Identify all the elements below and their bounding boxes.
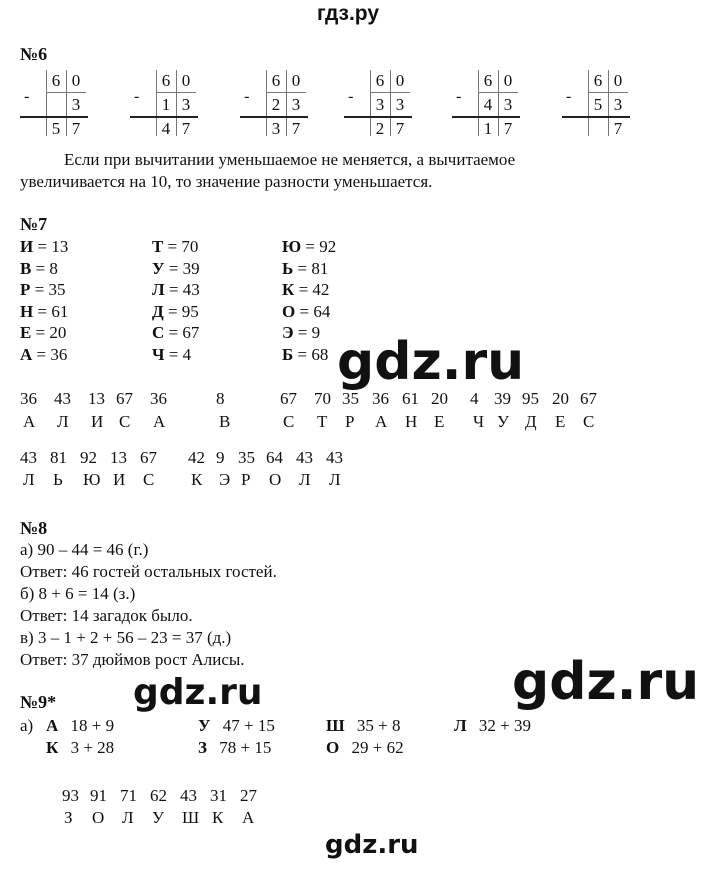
code-entry <box>282 302 330 322</box>
divider <box>588 92 628 93</box>
result-digit <box>588 118 608 140</box>
code-number: 67 <box>280 389 297 408</box>
expression-letter: А <box>46 716 59 735</box>
code-number: 9 <box>216 448 225 467</box>
expression-entry <box>46 716 114 736</box>
answer-letter: А <box>242 808 255 827</box>
code-value: = 4 <box>168 344 192 364</box>
answer-number: 93 <box>62 786 79 805</box>
code-letter: Р <box>20 280 31 299</box>
watermark: gdz.ru <box>325 830 419 860</box>
code-letter: Ь <box>282 258 294 278</box>
code-value: = 9 <box>297 323 321 342</box>
decoded-letter: А <box>375 412 388 431</box>
code-number: 13 <box>110 448 127 467</box>
task-8-title: №8 <box>20 518 48 538</box>
code-number: 4 <box>470 389 479 408</box>
expression-entry <box>326 738 404 758</box>
task-6-text-line2: увеличивается на 10, то значение разности уменьшается. <box>20 172 433 191</box>
minuend-digit: 6 <box>593 71 603 90</box>
code-number: 43 <box>54 389 71 408</box>
code-value: = 20 <box>35 323 67 342</box>
code-value: = 92 <box>305 237 337 256</box>
minuend-digit: 6 <box>51 71 61 90</box>
code-entry <box>20 302 68 322</box>
code-number: 39 <box>494 389 511 408</box>
expression: 47 + 15 <box>222 716 275 735</box>
code-entry <box>282 345 328 365</box>
code-letter: Б <box>282 344 294 364</box>
code-letter: К <box>282 280 295 299</box>
decoded-letter: Е <box>434 412 445 431</box>
code-value: = 8 <box>35 258 58 278</box>
decoded-letter: Э <box>219 470 231 489</box>
expression: 78 + 15 <box>219 738 272 757</box>
subtrahend-digit: 1 <box>161 95 171 114</box>
answer-number: 43 <box>180 786 197 805</box>
expression-letter: О <box>326 738 340 757</box>
subtraction-block <box>344 68 412 140</box>
divider <box>266 92 306 93</box>
code-letter: А <box>20 344 33 364</box>
expression-entry <box>454 716 531 736</box>
task-8-answer-b: Ответ: 14 загадок было. <box>20 606 193 625</box>
decoded-letter: Р <box>345 412 355 431</box>
subtraction-block <box>240 68 308 140</box>
watermark: gdz.ru <box>512 652 700 712</box>
subtrahend-digit: 2 <box>271 95 281 114</box>
expression-entry <box>198 738 271 758</box>
code-value: = 70 <box>167 237 199 256</box>
code-number: 43 <box>20 448 37 467</box>
code-letter: Т <box>152 237 164 256</box>
code-number: 95 <box>522 389 539 408</box>
code-value: = 42 <box>298 280 330 299</box>
answer-letter: Ш <box>182 808 200 827</box>
code-number: 8 <box>216 389 225 408</box>
code-entry <box>20 323 66 343</box>
subtrahend-digit: 3 <box>71 95 81 114</box>
decoded-letter: С <box>283 412 295 431</box>
code-entry <box>282 237 336 257</box>
subtrahend-digit: 5 <box>593 95 603 114</box>
subtrahend-digit: 3 <box>181 95 191 114</box>
subtrahend-digit <box>46 94 66 116</box>
minuend-digit: 6 <box>271 71 281 90</box>
decoded-letter: С <box>119 412 131 431</box>
subtrahend-digit: 4 <box>483 95 493 114</box>
task-6-title: №6 <box>20 44 48 64</box>
task-8-line-c: в) 3 – 1 + 2 + 56 – 23 = 37 (д.) <box>20 628 232 647</box>
answer-letter: У <box>152 808 165 827</box>
task-8-line-a: а) 90 – 44 = 46 (г.) <box>20 540 149 559</box>
decoded-letter: С <box>583 412 595 431</box>
decoded-letter: Н <box>405 412 418 431</box>
subtrahend-digit: 3 <box>291 95 301 114</box>
expression-letter: З <box>198 738 207 757</box>
result-digit: 7 <box>291 119 301 138</box>
code-number: 13 <box>88 389 105 408</box>
decoded-letter: А <box>153 412 166 431</box>
decoded-letter: Ч <box>473 412 485 431</box>
watermark: gdz.ru <box>133 672 263 713</box>
code-value: = 35 <box>34 280 66 299</box>
task-8-line-b: б) 8 + 6 = 14 (з.) <box>20 584 136 603</box>
decoded-letter: Л <box>23 470 35 489</box>
expression: 35 + 8 <box>356 716 401 735</box>
decoded-letter: О <box>269 470 282 489</box>
answer-letter: О <box>92 808 105 827</box>
task-7-title: №7 <box>20 214 48 234</box>
minus-sign: - <box>456 88 462 105</box>
code-number: 70 <box>314 389 331 408</box>
task-9-prefix: а) <box>20 716 34 735</box>
divider <box>478 92 518 93</box>
expression-letter: У <box>198 716 211 735</box>
code-value: = 39 <box>168 258 200 278</box>
watermark: gdz.ru <box>337 332 525 392</box>
code-number: 36 <box>372 389 389 408</box>
minuend-digit: 6 <box>483 71 493 90</box>
result-digit: 1 <box>483 119 493 138</box>
minuend-digit: 0 <box>395 71 405 90</box>
code-letter: И <box>20 237 34 256</box>
minus-sign: - <box>566 88 572 105</box>
expression: 18 + 9 <box>70 716 115 735</box>
answer-letter: З <box>64 808 73 827</box>
task-8-answer-c: Ответ: 37 дюймов рост Алисы. <box>20 650 245 669</box>
answer-number: 31 <box>210 786 227 805</box>
answer-number: 71 <box>120 786 137 805</box>
task-9-title: №9* <box>20 692 57 712</box>
subtrahend-digit: 3 <box>375 95 385 114</box>
answer-letter: К <box>212 808 224 827</box>
minuend-digit: 0 <box>503 71 513 90</box>
expression-letter: Л <box>454 716 467 735</box>
minuend-digit: 0 <box>613 71 623 90</box>
answer-number: 27 <box>240 786 257 805</box>
code-number: 42 <box>188 448 205 467</box>
minus-sign: - <box>244 88 250 105</box>
expression: 3 + 28 <box>70 738 115 757</box>
code-number: 36 <box>20 389 37 408</box>
decoded-letter: Л <box>57 412 69 431</box>
code-number: 61 <box>402 389 419 408</box>
code-entry <box>20 345 67 365</box>
code-entry <box>20 237 68 257</box>
answer-number: 62 <box>150 786 167 805</box>
expression-letter: Ш <box>326 716 345 735</box>
code-letter: Ю <box>282 237 302 256</box>
subtraction-block <box>20 68 88 140</box>
minus-sign: - <box>134 88 140 105</box>
result-digit: 7 <box>71 119 81 138</box>
code-entry <box>282 280 329 300</box>
code-letter: Л <box>152 280 165 299</box>
expression-entry <box>326 716 401 736</box>
subtrahend-digit: 3 <box>503 95 513 114</box>
code-value: = 68 <box>297 344 329 364</box>
expression-letter: К <box>46 738 59 757</box>
result-digit: 4 <box>161 119 171 138</box>
subtrahend-digit: 3 <box>613 95 623 114</box>
code-entry <box>282 259 328 279</box>
code-letter: Е <box>20 323 32 342</box>
code-entry <box>282 323 320 343</box>
code-number: 35 <box>342 389 359 408</box>
expression-entry <box>46 738 114 758</box>
code-number: 67 <box>580 389 597 408</box>
code-number: 20 <box>431 389 448 408</box>
code-letter: Ч <box>152 344 165 364</box>
site-header: гдз.ру <box>317 2 380 25</box>
minuend-digit: 6 <box>161 71 171 90</box>
code-letter: В <box>20 258 32 278</box>
code-letter: Н <box>20 301 34 321</box>
subtrahend-digit: 3 <box>395 95 405 114</box>
code-entry <box>152 345 191 365</box>
divider <box>46 92 86 93</box>
code-value: = 61 <box>37 301 69 321</box>
code-number: 43 <box>326 448 343 467</box>
decoded-letter: Р <box>241 470 251 489</box>
code-value: = 67 <box>168 323 200 342</box>
decoded-letter: В <box>219 412 231 431</box>
code-entry <box>20 259 58 279</box>
code-number: 92 <box>80 448 97 467</box>
decoded-letter: Ю <box>83 470 101 489</box>
task-6-text-line1: Если при вычитании уменьшаемое не меняется, а вычитаемое <box>64 150 516 169</box>
code-number: 35 <box>238 448 255 467</box>
divider <box>370 92 410 93</box>
code-entry <box>152 280 200 300</box>
code-entry <box>152 259 200 279</box>
code-number: 64 <box>266 448 283 467</box>
code-number: 67 <box>116 389 133 408</box>
minuend-digit: 0 <box>291 71 301 90</box>
decoded-letter: И <box>91 412 104 431</box>
code-number: 43 <box>296 448 313 467</box>
result-digit: 7 <box>613 119 623 138</box>
code-letter: Д <box>152 301 164 321</box>
result-digit: 7 <box>395 119 405 138</box>
code-number: 81 <box>50 448 67 467</box>
result-digit: 7 <box>503 119 513 138</box>
task-8-answer-a: Ответ: 46 гостей остальных гостей. <box>20 562 277 581</box>
minus-sign: - <box>24 88 30 105</box>
subtraction-block <box>562 68 630 140</box>
minuend-digit: 0 <box>71 71 81 90</box>
expression: 29 + 62 <box>351 738 404 757</box>
decoded-letter: Л <box>329 470 341 489</box>
decoded-letter: Т <box>317 412 328 431</box>
code-number: 36 <box>150 389 167 408</box>
result-digit: 7 <box>181 119 191 138</box>
answer-letter: Л <box>122 808 134 827</box>
code-value: = 36 <box>36 344 68 364</box>
decoded-letter: У <box>497 412 510 431</box>
minus-sign: - <box>348 88 354 105</box>
expression-entry <box>198 716 275 736</box>
decoded-letter: Е <box>555 412 566 431</box>
subtraction-block <box>130 68 198 140</box>
result-digit: 5 <box>51 119 61 138</box>
minuend-digit: 0 <box>181 71 191 90</box>
code-letter: С <box>152 323 165 342</box>
code-value: = 64 <box>299 301 331 321</box>
decoded-letter: Л <box>299 470 311 489</box>
code-value: = 43 <box>168 280 200 299</box>
code-entry <box>152 237 198 257</box>
code-value: = 81 <box>297 258 329 278</box>
decoded-letter: И <box>113 470 126 489</box>
decoded-letter: Д <box>525 412 537 431</box>
answer-number: 91 <box>90 786 107 805</box>
expression: 32 + 39 <box>478 716 532 735</box>
divider <box>156 92 196 93</box>
decoded-letter: К <box>191 470 203 489</box>
code-entry <box>20 280 65 300</box>
code-number: 20 <box>552 389 569 408</box>
decoded-letter: А <box>23 412 36 431</box>
code-letter: О <box>282 301 296 321</box>
code-letter: У <box>152 258 165 278</box>
minuend-digit: 6 <box>375 71 385 90</box>
code-letter: Э <box>282 323 294 342</box>
code-value: = 13 <box>37 237 69 256</box>
decoded-letter: Ь <box>53 470 63 489</box>
result-digit: 3 <box>271 119 281 138</box>
code-value: = 95 <box>167 301 199 321</box>
result-digit: 2 <box>375 119 385 138</box>
code-entry <box>152 323 199 343</box>
subtraction-block <box>452 68 520 140</box>
code-number: 67 <box>140 448 157 467</box>
decoded-letter: С <box>143 470 155 489</box>
code-entry <box>152 302 199 322</box>
